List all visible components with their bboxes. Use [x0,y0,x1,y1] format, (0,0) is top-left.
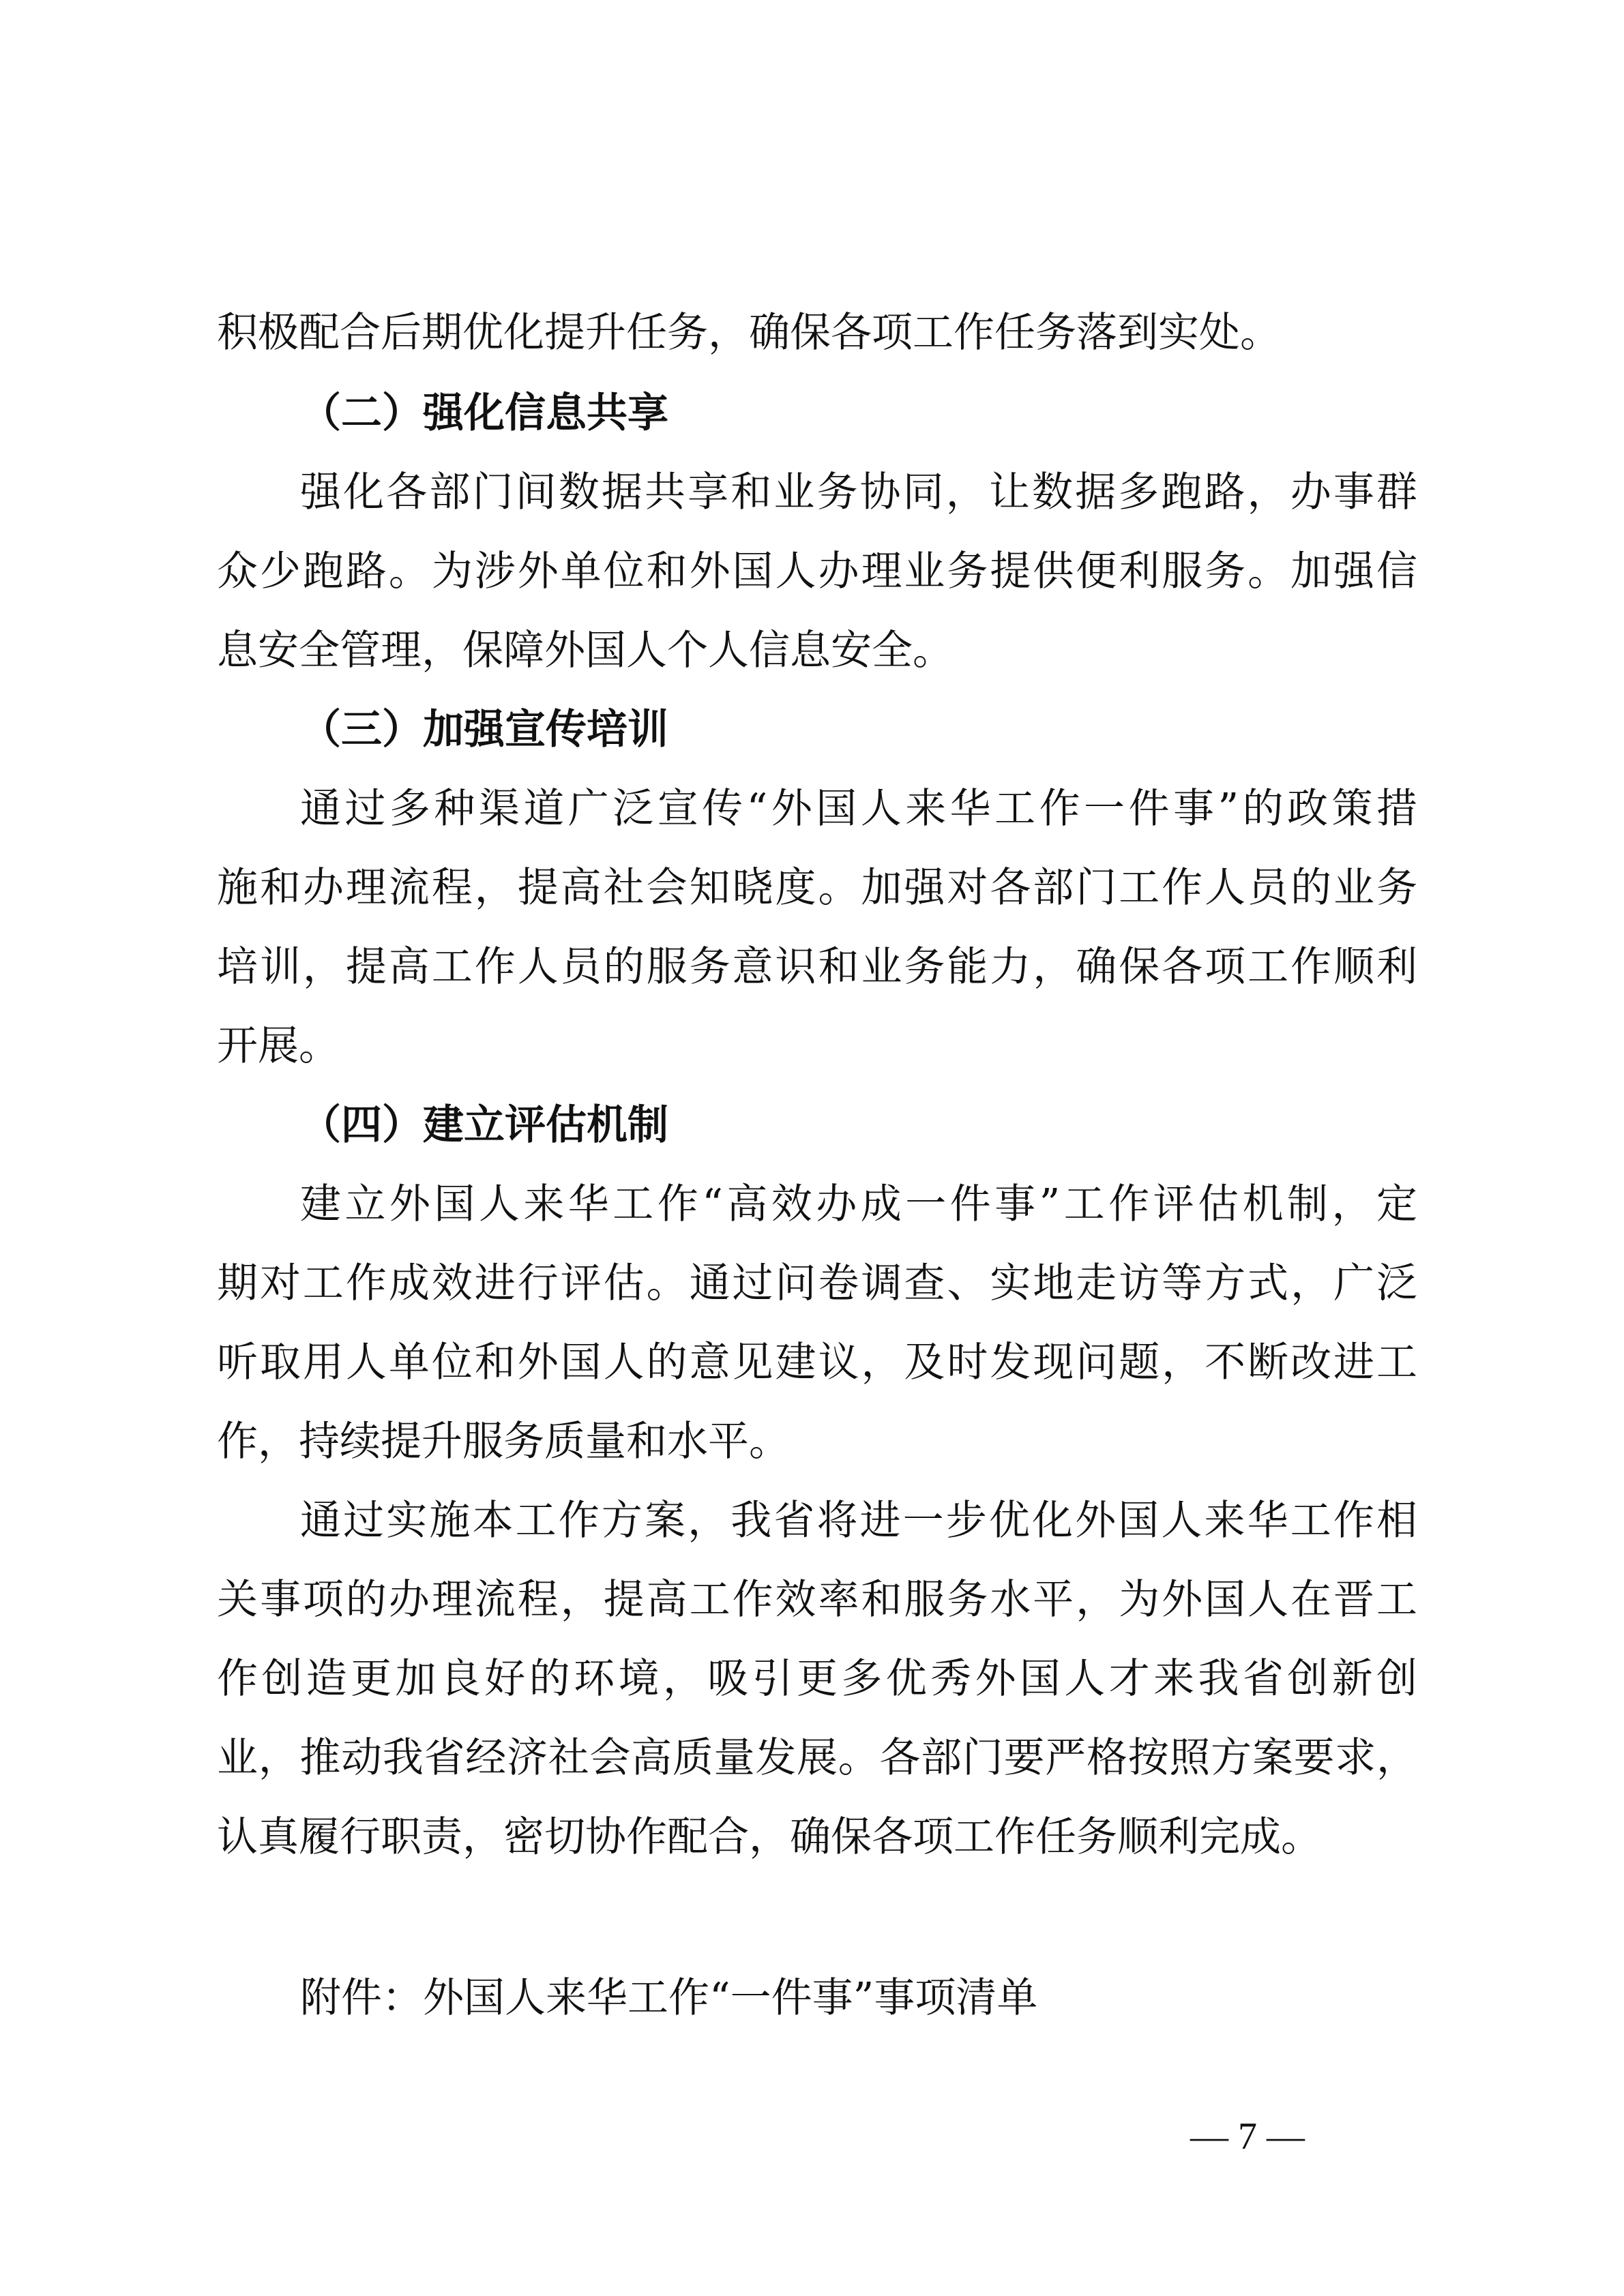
section-heading-4: （四）建立评估机制 [300,1101,668,1149]
page-number: — 7 — [1190,2115,1305,2158]
section-4-line-3: 听取用人单位和外国人的意见建议，及时发现问题，不断改进工 [217,1339,1417,1386]
intro-line: 积极配合后期优化提升任务，确保各项工作任务落到实处。 [217,309,1281,357]
section-3-line-1: 通过多种渠道广泛宣传“外国人来华工作一件事”的政策措 [300,785,1417,833]
section-3-line-2: 施和办理流程，提高社会知晓度。加强对各部门工作人员的业务 [217,864,1417,912]
conclusion-line-3: 作创造更加良好的环境，吸引更多优秀外国人才来我省创新创 [217,1655,1417,1703]
section-4-line-2: 期对工作成效进行评估。通过问卷调查、实地走访等方式，广泛 [217,1259,1417,1307]
section-2-line-3: 息安全管理，保障外国人个人信息安全。 [217,627,954,674]
conclusion-line-1: 通过实施本工作方案，我省将进一步优化外国人来华工作相 [300,1497,1417,1545]
conclusion-line-5: 认真履行职责，密切协作配合，确保各项工作任务顺利完成。 [217,1813,1322,1861]
section-heading-2: （二）强化信息共享 [300,389,668,437]
section-4-line-4: 作，持续提升服务质量和水平。 [217,1418,790,1465]
attachment-note: 附件：外国人来华工作“一件事”事项清单 [300,1974,1038,2022]
conclusion-line-2: 关事项的办理流程，提高工作效率和服务水平，为外国人在晋工 [217,1576,1417,1624]
section-2-line-1: 强化各部门间数据共享和业务协同，让数据多跑路，办事群 [300,468,1417,516]
section-3-line-4: 开展。 [217,1022,340,1070]
section-4-line-1: 建立外国人来华工作“高效办成一件事”工作评估机制，定 [300,1180,1417,1228]
conclusion-line-4: 业，推动我省经济社会高质量发展。各部门要严格按照方案要求， [217,1734,1417,1782]
section-heading-3: （三）加强宣传培训 [300,706,668,754]
section-2-line-2: 众少跑路。为涉外单位和外国人办理业务提供便利服务。加强信 [217,548,1417,595]
section-3-line-3: 培训，提高工作人员的服务意识和业务能力，确保各项工作顺利 [217,943,1417,991]
